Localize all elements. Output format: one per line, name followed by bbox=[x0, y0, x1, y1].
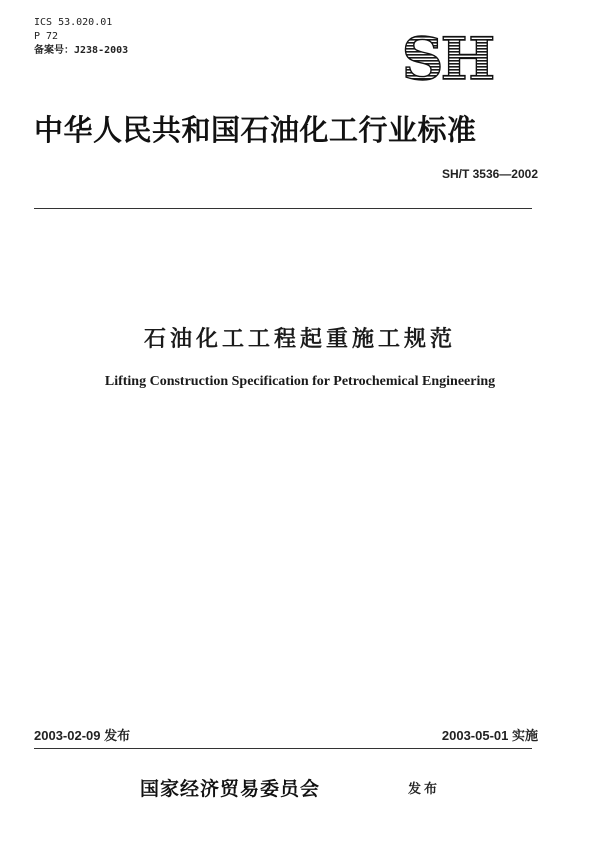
publisher-name: 国家经济贸易委员会 bbox=[140, 778, 321, 800]
sh-standard-logo-icon bbox=[394, 30, 500, 86]
document-meta bbox=[34, 16, 128, 58]
ics-code: ICS 53.020.01 bbox=[34, 17, 113, 28]
publisher-suffix: 发布 bbox=[408, 782, 441, 797]
issuing-body-title: 中华人民共和国石油化工行业标准 bbox=[34, 113, 477, 147]
implementation-date: 2003-05-01 实施 bbox=[441, 728, 538, 743]
footer-divider bbox=[34, 748, 532, 749]
classification-code: P 72 bbox=[34, 31, 59, 42]
issue-date: 2003-02-09 发布 bbox=[34, 728, 131, 743]
logo-lettering: SH bbox=[401, 30, 493, 86]
standard-number: SH/T 3536—2002 bbox=[441, 167, 538, 181]
filing-number: 备案号：J238-2003 bbox=[34, 45, 129, 56]
header-divider bbox=[34, 208, 532, 209]
document-title-english: Lifting Construction Specification for Petrochemical Engineering bbox=[104, 374, 496, 389]
document-title-chinese: 石油化工工程起重施工规范 bbox=[143, 327, 456, 352]
